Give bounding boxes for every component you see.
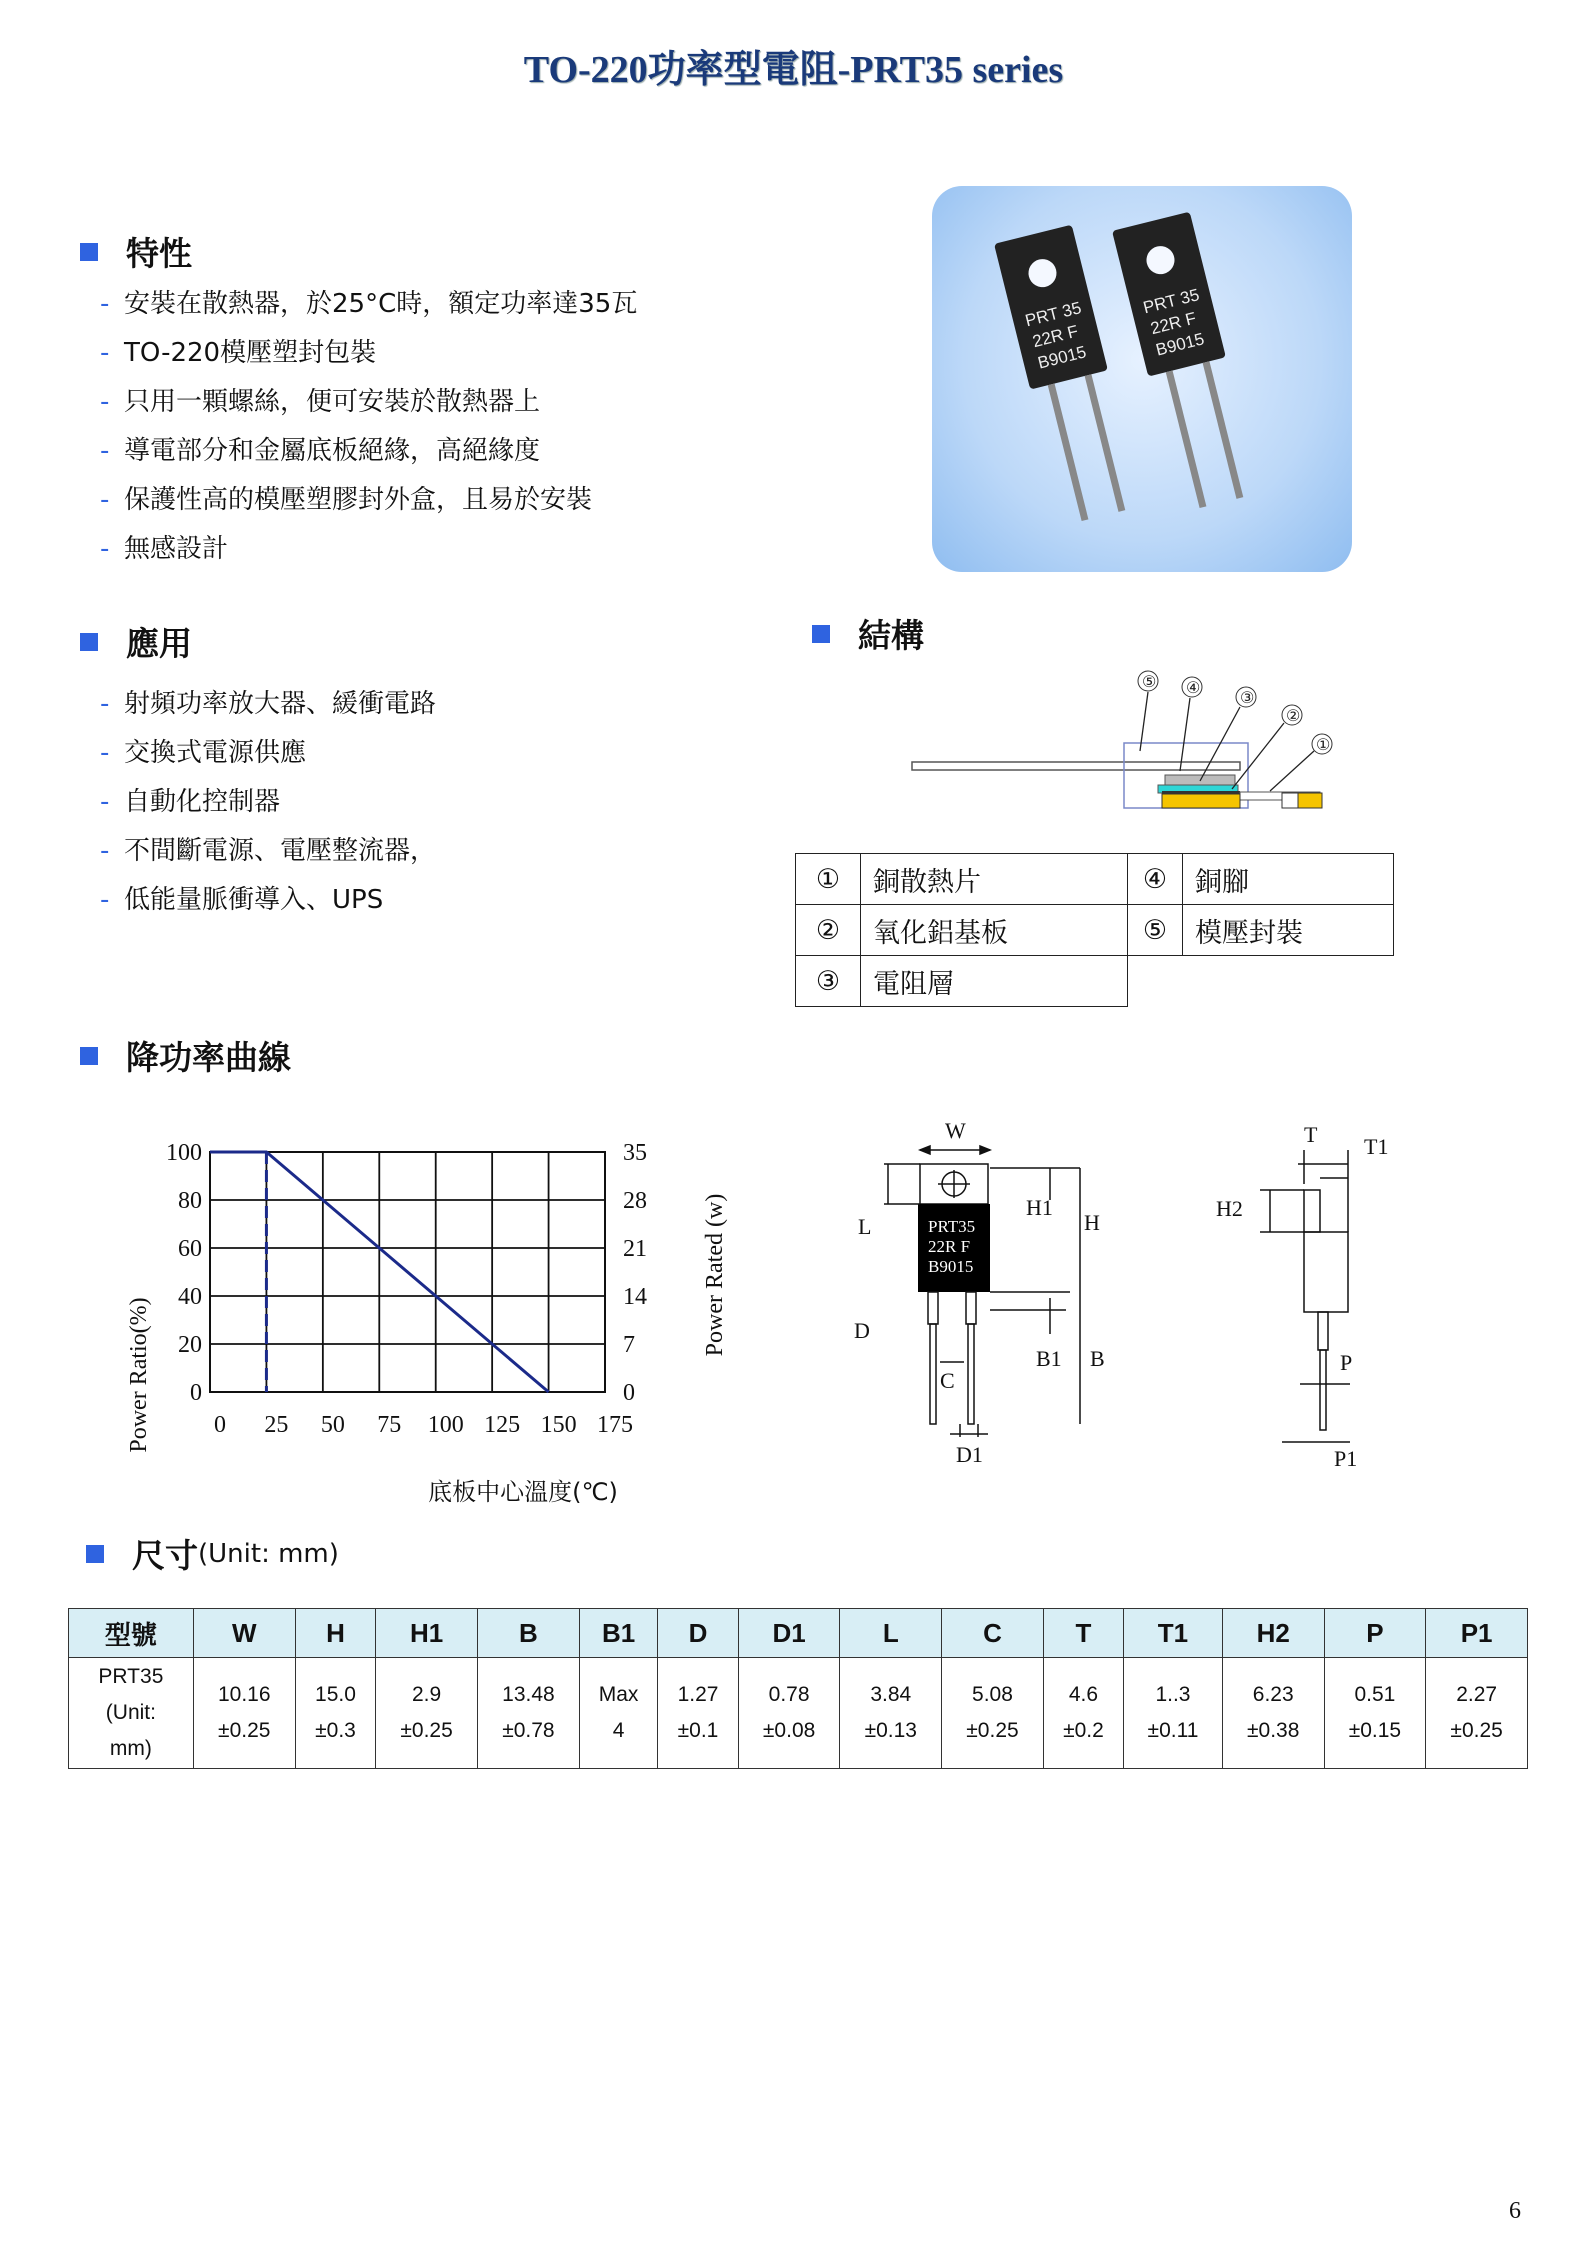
dim-label-d: D [854,1318,870,1343]
dimensions-unit-note: (Unit: mm) [198,1538,339,1569]
table-cell: 4.6 ±0.2 [1043,1658,1123,1769]
table-cell: 0.78 ±0.08 [738,1658,840,1769]
table-cell: 13.48 ±0.78 [477,1658,579,1769]
y-tick-label: 60 [178,1236,202,1262]
dim-label-t: T [1304,1122,1318,1147]
table-cell: Max 4 [579,1658,657,1769]
chart-y2-label: Power Rated (w) [702,1193,728,1357]
dim-label-h2: H2 [1216,1196,1243,1221]
y-tick-label: 80 [178,1188,202,1214]
table-cell: 5.08 ±0.25 [942,1658,1044,1769]
x-tick-label: 25 [264,1412,289,1438]
chart-y-ticks [166,1140,202,1406]
chart-x-ticks [214,1412,633,1438]
list-item: - 導電部分和金屬底板絕緣，高絕緣度 [100,436,541,466]
y2-tick-label: 7 [623,1332,635,1358]
x-tick-label: 125 [484,1412,521,1438]
column-header: C [942,1609,1044,1658]
x-tick-label: 175 [597,1412,633,1438]
table-cell-model: PRT35 (Unit: mm) [69,1658,194,1769]
column-header: H1 [376,1609,478,1658]
dim-label-c: C [940,1368,955,1393]
list-item: - 無感設計 [100,534,229,564]
y-tick-label: 40 [178,1284,202,1310]
dim-label-p: P [1340,1350,1353,1375]
column-header: 型號 [69,1609,194,1658]
table-cell: 15.0 ±0.3 [295,1658,376,1769]
structure-heading: 結構 [812,610,924,657]
applications-list [100,680,436,925]
table-cell: 2.27 ±0.25 [1426,1658,1528,1769]
column-header: T [1043,1609,1123,1658]
bullet-square-icon [80,1047,98,1065]
page-title: TO-220功率型電阻-PRT35 series [523,49,1064,91]
list-item: - 保護性高的模壓塑膠封外盒，且易於安裝 [100,485,593,515]
dim-label-w: W [945,1118,966,1143]
features-list [100,280,637,574]
derating-chart [110,1130,750,1520]
dim-label-b1: B1 [1036,1346,1062,1371]
column-header: P1 [1426,1609,1528,1658]
structure-table: ① 銅散熱片 ④ 銅腳 ② 氧化鋁基板 ⑤ 模壓封裝 ③ 電阻層 [795,853,1394,1007]
callout-1: ① [1316,737,1331,754]
column-header: B1 [579,1609,657,1658]
structure-diagram [900,665,1360,825]
list-item: - 低能量脈衝導入、UPS [100,885,384,915]
x-tick-label: 150 [540,1412,577,1438]
y2-tick-label: 35 [623,1140,647,1166]
table-cell: 10.16 ±0.25 [193,1658,295,1769]
list-item: - TO-220模壓塑封包裝 [100,338,377,368]
resistor-left [994,225,1142,526]
list-item: - 不間斷電源、電壓整流器， [100,836,437,866]
marking-line-2: 22R F [928,1237,971,1256]
dim-label-h1: H1 [1026,1195,1053,1220]
table-cell: 0.51 ±0.15 [1324,1658,1426,1769]
list-item: - 交換式電源供應 [100,738,307,768]
marking-line-3: B9015 [928,1257,974,1276]
photo-right-label-2: 22R F [1148,308,1199,339]
column-header: P [1324,1609,1426,1658]
photo-left-label-2: 22R F [1030,321,1081,352]
list-item: - 只用一顆螺絲，便可安裝於散熱器上 [100,387,541,417]
page-number: 6 [1509,2198,1521,2224]
table-cell: 1.27 ±0.1 [658,1658,739,1769]
bullet-square-icon [812,625,830,643]
column-header: B [477,1609,579,1658]
callout-4: ④ [1186,680,1201,697]
y-tick-label: 20 [178,1332,202,1358]
table-cell: 1..3 ±0.11 [1124,1658,1223,1769]
callout-3: ③ [1240,690,1255,707]
photo-right-label-1: PRT 35 [1141,285,1202,318]
list-item: - 射頻功率放大器、緩衝電路 [100,689,437,719]
y-tick-label: 100 [166,1140,202,1166]
dim-label-t1: T1 [1364,1134,1389,1159]
bullet-square-icon [80,243,98,261]
product-photo [932,186,1352,572]
dim-label-l: L [858,1214,872,1239]
bullet-square-icon [80,633,98,651]
derating-heading: 降功率曲線 [80,1032,291,1079]
dim-label-d1: D1 [956,1442,983,1467]
callout-2: ② [1286,708,1301,725]
marking-line-1: PRT35 [928,1217,976,1236]
column-header: H2 [1222,1609,1324,1658]
x-tick-label: 75 [377,1412,402,1438]
photo-right-label-3: B9015 [1153,329,1207,360]
applications-heading: 應用 [80,618,192,665]
table-cell: 2.9 ±0.25 [376,1658,478,1769]
list-item: - 自動化控制器 [100,787,281,817]
column-header: D [658,1609,739,1658]
dimensions-heading: 尺寸 (Unit: mm) [86,1530,339,1577]
features-heading: 特性 [80,228,192,275]
y-tick-label: 0 [190,1380,202,1406]
dim-label-h: H [1084,1210,1100,1235]
table-cell: 6.23 ±0.38 [1222,1658,1324,1769]
x-tick-label: 100 [427,1412,464,1438]
column-header: T1 [1124,1609,1223,1658]
resistor-right [1112,212,1260,513]
bullet-square-icon [86,1545,104,1563]
list-item: - 安裝在散熱器，於25°C時，額定功率達35瓦 [100,289,638,319]
dimensions-table [68,1608,1528,1769]
photo-left-label-3: B9015 [1035,342,1089,373]
y2-tick-label: 28 [623,1188,647,1214]
chart-y-label: Power Ratio(%) [126,1297,152,1453]
callout-5: ⑤ [1142,674,1157,691]
dimension-drawing-side [1200,1112,1400,1472]
column-header: W [193,1609,295,1658]
y2-tick-label: 21 [623,1236,647,1262]
x-tick-label: 0 [214,1412,226,1438]
y2-tick-label: 14 [623,1284,647,1310]
column-header: D1 [738,1609,840,1658]
dimension-drawing-front [840,1112,1120,1472]
column-header: H [295,1609,376,1658]
photo-left-label-1: PRT 35 [1023,298,1084,331]
chart-x-label: 底板中心溫度(℃) [428,1478,618,1506]
column-header: L [840,1609,942,1658]
x-tick-label: 50 [320,1412,345,1438]
table-cell: 3.84 ±0.13 [840,1658,942,1769]
y2-tick-label: 0 [623,1380,635,1406]
dim-label-b: B [1090,1346,1105,1371]
chart-y2-ticks [623,1140,647,1406]
dim-label-p1: P1 [1334,1446,1358,1471]
